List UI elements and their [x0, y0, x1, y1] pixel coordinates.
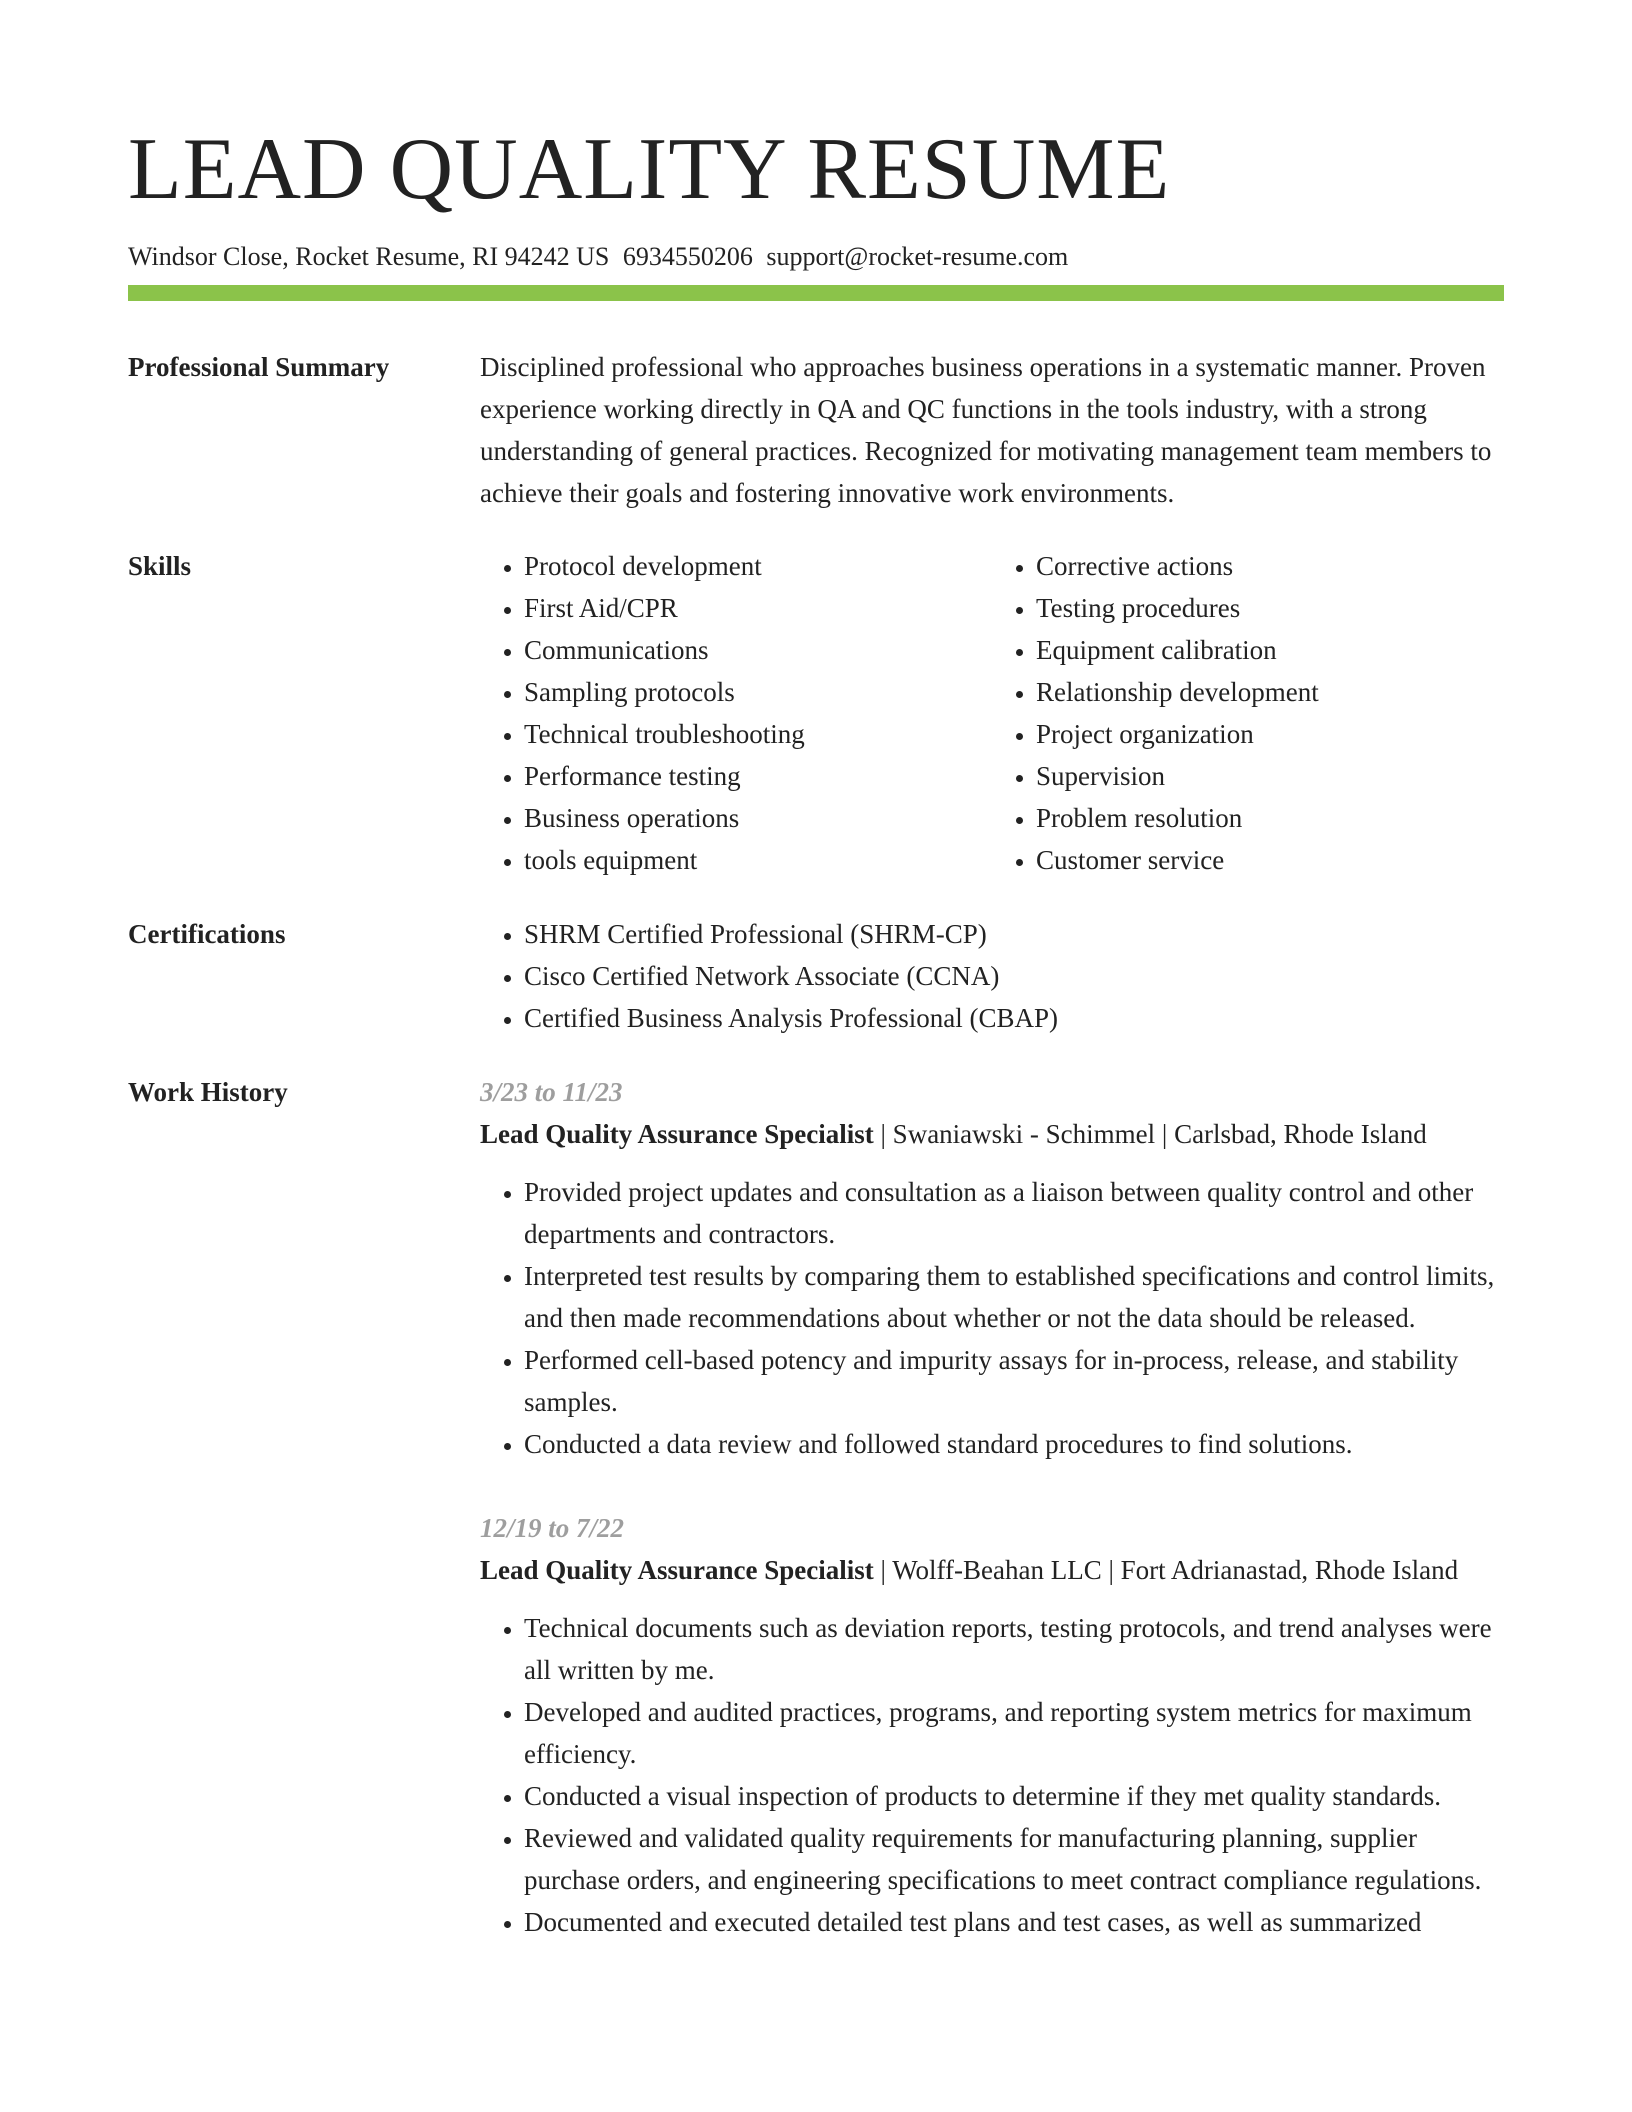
job-heading [480, 1549, 1504, 1591]
skill-item: • Sampling protocols [524, 671, 992, 713]
job-bullet: • Performed cell-based potency and impurity assays for in-process, release, and stability samples. [524, 1339, 1504, 1423]
job-entry [480, 1071, 1504, 1465]
skill-item: • Equipment calibration [1036, 629, 1504, 671]
resume-header [128, 118, 1504, 274]
header-divider [128, 285, 1504, 301]
certification-item: • Certified Business Analysis Professional (CBAP) [524, 997, 1504, 1039]
skill-item: • Relationship development [1036, 671, 1504, 713]
work-history-body [480, 1071, 1504, 1985]
contact-address: Windsor Close, Rocket Resume, RI 94242 US [128, 242, 610, 271]
job-bullet: • Interpreted test results by comparing them to established specifications and control limits, and then made recommendations about whether or not the data should be released. [524, 1255, 1504, 1339]
skills-column-1 [480, 545, 992, 881]
work-history-label: Work History [128, 1077, 288, 1107]
job-bullet: • Conducted a data review and followed standard procedures to find solutions. [524, 1423, 1504, 1465]
certifications-label: Certifications [128, 919, 286, 949]
job-details: | Swaniawski - Schimmel | Carlsbad, Rhode Island [873, 1119, 1427, 1149]
work-history-section [128, 1071, 1504, 1985]
job-heading [480, 1113, 1504, 1155]
job-title: Lead Quality Assurance Specialist [480, 1555, 874, 1585]
certifications-section [128, 913, 1504, 1039]
job-entry [480, 1507, 1504, 1943]
summary-label: Professional Summary [128, 352, 390, 382]
skill-item: • Problem resolution [1036, 797, 1504, 839]
job-bullets [480, 1607, 1504, 1943]
skill-item: • tools equipment [524, 839, 992, 881]
job-bullet: • Documented and executed detailed test plans and test cases, as well as summarized [524, 1901, 1504, 1943]
certification-item: • Cisco Certified Network Associate (CCNA) [524, 955, 1504, 997]
skills-section [128, 545, 1504, 881]
job-dates: 3/23 to 11/23 [480, 1077, 623, 1107]
job-bullet: • Provided project updates and consultation as a liaison between quality control and other departments and contractors. [524, 1171, 1504, 1255]
job-bullet: • Developed and audited practices, programs, and reporting system metrics for maximum efficiency. [524, 1691, 1504, 1775]
skill-item: • Protocol development [524, 545, 992, 587]
skill-item: • Business operations [524, 797, 992, 839]
contact-phone: 6934550206 [622, 242, 753, 271]
job-dates: 12/19 to 7/22 [480, 1513, 625, 1543]
skills-label: Skills [128, 551, 192, 581]
job-bullet: • Technical documents such as deviation reports, testing protocols, and trend analyses were all written by me. [524, 1607, 1504, 1691]
skill-item: • Communications [524, 629, 992, 671]
skills-column-2 [992, 545, 1504, 881]
contact-email: support@rocket-resume.com [766, 242, 1069, 271]
certifications-list [480, 913, 1504, 1039]
job-bullet: • Reviewed and validated quality requirements for manufacturing planning, supplier purchase orders, and engineering specifications to meet contract compliance regulations. [524, 1817, 1504, 1901]
skill-item: • Supervision [1036, 755, 1504, 797]
skill-item: • Testing procedures [1036, 587, 1504, 629]
certifications-body [480, 913, 1504, 1039]
job-bullets [480, 1171, 1504, 1465]
resume-title: LEAD QUALITY RESUME [128, 121, 1171, 218]
summary-section [128, 346, 1504, 514]
job-title: Lead Quality Assurance Specialist [480, 1119, 874, 1149]
skill-item: • First Aid/CPR [524, 587, 992, 629]
skill-item: • Performance testing [524, 755, 992, 797]
job-bullet: • Conducted a visual inspection of products to determine if they met quality standards. [524, 1775, 1504, 1817]
job-details: | Wolff-Beahan LLC | Fort Adrianastad, Rhode Island [873, 1555, 1459, 1585]
contact-line [128, 240, 1504, 274]
skills-grid [480, 545, 1504, 881]
skill-item: • Corrective actions [1036, 545, 1504, 587]
skill-item: • Customer service [1036, 839, 1504, 881]
skill-item: • Project organization [1036, 713, 1504, 755]
certification-item: • SHRM Certified Professional (SHRM-CP) [524, 913, 1504, 955]
summary-text: Disciplined professional who approaches business operations in a systematic manner. Proven experience working directly in QA and QC functions in the tools industry, with a strong understanding of general practices. Recognized for motivating management team members to achieve their goals and fostering innovative work environments. [480, 352, 1492, 508]
skill-item: • Technical troubleshooting [524, 713, 992, 755]
